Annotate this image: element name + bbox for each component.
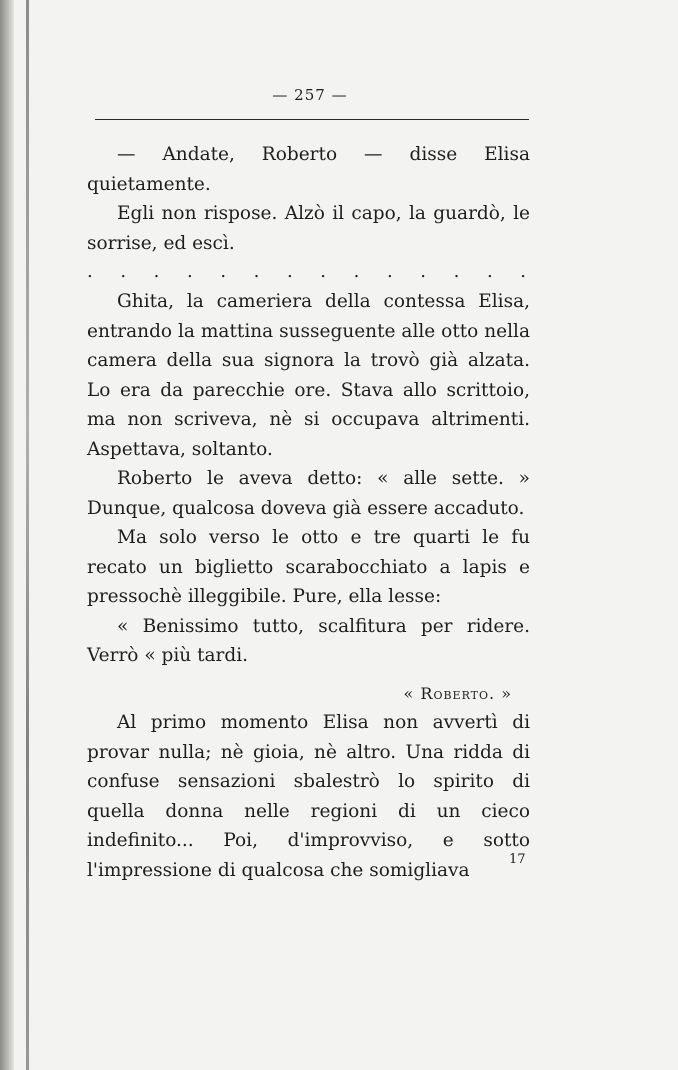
dot: . [353,261,360,282]
dot: . [186,261,193,282]
dot: . [120,261,127,282]
book-binding-edge [0,0,14,1070]
dot: . [286,261,293,282]
paragraph: — Andate, Roberto — disse Elisa quietamente. [87,144,530,195]
dot: . [253,261,260,282]
section-break-dots [87,262,530,282]
dot: . [320,261,327,282]
paragraph: Al primo momento Elisa non avvertì di provar nulla; nè gioia, nè altro. Una ridda di confuse sensazioni sbalestrò lo spirito di quella donna nelle regioni di un cieco indefinito... Poi, d'improvviso, e sotto l'impressione di qualcosa che somigliava [87,712,530,881]
dot: . [453,261,460,282]
paragraph: Ghita, la cameriera della contessa Elisa, entrando la mattina susseguente alle otto nella camera della sua signora la trovò già alzata. Lo era da parecchie ore. Stava allo scrittoio, ma non scriveva, nè si occupava altrimenti. Aspettava, soltanto. [87,291,530,460]
printer-signature-mark: 17 [509,852,526,867]
dot: . [87,261,93,282]
note-signature: « Roberto. » [403,683,512,703]
page-body [87,140,530,885]
dot: . [486,261,493,282]
dot: . [220,261,227,282]
paragraph: Ma solo verso le otto e tre quarti le fu recato un biglietto scarabocchiato a lapis e pressochè illeggibile. Pure, ella lesse: [87,527,530,607]
dot: . [386,261,393,282]
gutter-shadow [26,0,29,1070]
paragraph: Egli non rispose. Alzò il capo, la guardò, le sorrise, ed escì. [87,203,530,254]
paragraph: Roberto le aveva detto: « alle sette. » Dunque, qualcosa doveva già essere accaduto. [87,468,530,519]
dot: . [420,261,427,282]
dot: . [520,261,526,282]
quoted-note: « Benissimo tutto, scalfitura per ridere. Verrò « più tardi. [87,615,530,666]
page-number: — 257 — [272,86,348,104]
header-rule [95,119,529,120]
dot: . [153,261,160,282]
